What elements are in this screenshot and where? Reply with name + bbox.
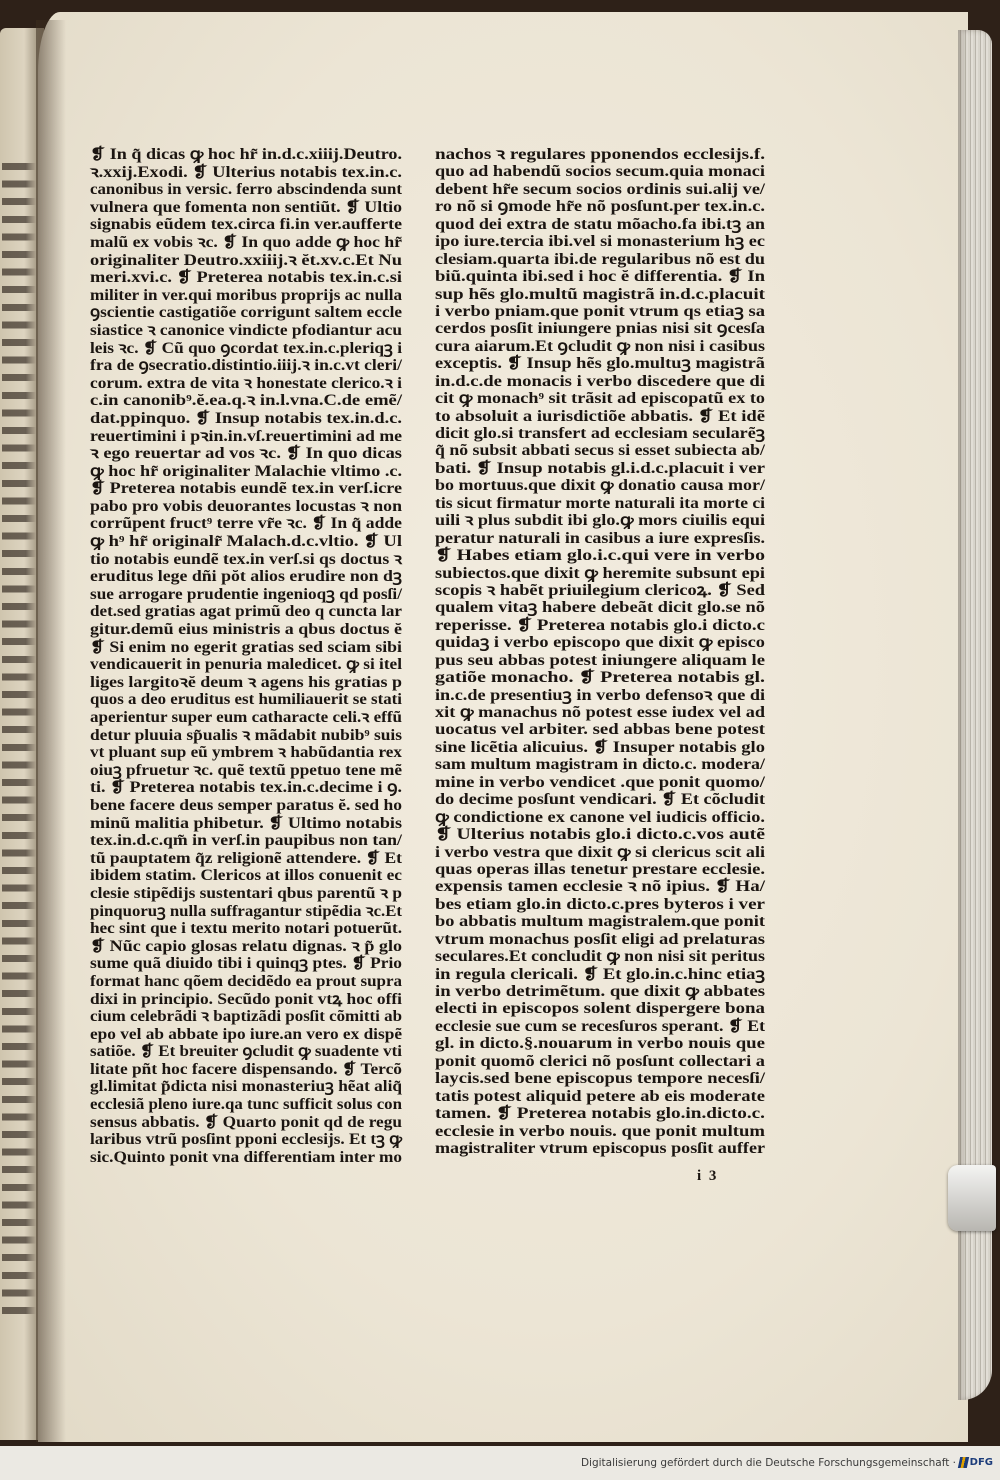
right-text-column xyxy=(435,146,765,1157)
text-line: clesiam.quarta ibi.de regularibus nõ est du xyxy=(435,250,765,268)
text-line: det.sed gratias agat primũ deo q cuncta lar xyxy=(90,603,403,621)
text-line: pabo pro vobis deuorantes locustas ꝛ non xyxy=(90,497,402,515)
text-line: ecclesiã pleno iure.qa tunc sufficit solus con xyxy=(90,1096,402,1114)
text-line: vt pluant sup eũ ymbrem ꝛ habũdantia rex xyxy=(90,744,402,762)
text-line: vulnera que fomenta non sentiũt. ❡ Ultio xyxy=(90,198,402,216)
text-line: tio notabis eundẽ tex.in verſ.si qs doctus ꝛ xyxy=(90,550,402,568)
text-line: quod dei extra de statu mõacho.fa ibi.tꝫ an xyxy=(435,215,765,233)
text-line: nachos ꝛ regulares pponendos ecclesijs.f. xyxy=(435,146,765,163)
text-line: epo vel ab abbate ipo iure.an vero ex dispẽ xyxy=(90,1025,402,1043)
text-line: militer in ver.qui moribus proprijs ac nulla xyxy=(90,286,402,304)
text-line: q̃ nõ subsit abbati secus si esset subiecta ab/ xyxy=(435,442,765,460)
text-line: cerdos posſit iniungere pnias nisi sit ꝯcesſa xyxy=(435,320,765,338)
text-line: corrũpent fruct⁹ terre vr̃e ꝛc. ❡ In q̃ adde xyxy=(90,515,402,533)
dfg-logo-icon xyxy=(957,1457,968,1468)
text-line: in regula clericali. ❡ Et glo.in.c.hinc etiaꝫ xyxy=(435,965,765,983)
text-line: bati. ❡ Insup notabis gl.i.d.c.placuit i ver xyxy=(435,459,765,477)
text-line: sup hẽs glo.multũ magistrã in.d.c.placuit xyxy=(435,285,765,303)
text-line: in verbo detrimẽtum. que dixit ꝙ abbates xyxy=(435,983,765,1000)
text-line: eruditus lege dñi pŏt alios erudire non dꝫ xyxy=(90,568,402,586)
text-line: ecclesie in verbo nouis. que ponit multum xyxy=(435,1122,765,1140)
text-line: litate pñt hoc facere dispensando. ❡ Tercõ xyxy=(90,1060,402,1078)
facing-page-text-fragments xyxy=(2,158,36,1318)
text-line: malũ ex vobis ꝛc. ❡ In quo adde ꝙ hoc hr̃ xyxy=(90,233,402,251)
text-line: gatiõe monacho. ❡ Preterea notabis gl. xyxy=(435,669,765,687)
text-line: sensus abbatis. ❡ Quarto ponit qd de regu xyxy=(90,1113,403,1131)
text-line: cium celebrãdi ꝛ baptizãdi posſit cõmitti ab xyxy=(90,1008,402,1026)
text-line: sam multum magistram in dicto.c. modera/ xyxy=(435,756,765,774)
text-line: scopis ꝛ habẽt priuilegium clericoꝝ. ❡ Sed xyxy=(435,581,765,599)
text-line: tamen. ❡ Preterea notabis glo.in.dicto.c. xyxy=(435,1105,765,1123)
text-line: ipo iure.tercia ibi.vel si monasterium hꝫ ec xyxy=(435,233,765,251)
text-line: format hanc qõem decidẽdo ea prout supra xyxy=(90,972,402,990)
text-line: gl. in dicto.§.nouarum in verbo nouis que xyxy=(435,1035,765,1053)
text-line: siastice ꝛ canonice vindicte pfodiantur acu xyxy=(90,321,402,339)
text-line: bo mortuus.que dixit ꝙ donatio causa mor/ xyxy=(435,477,765,495)
dfg-logo-text: DFG xyxy=(969,1457,993,1468)
text-line: sume quã diuido tibi i quinqꝫ ptes. ❡ Prio xyxy=(90,955,402,973)
text-line: ❡ Nũc capio glosas relatu dignas. ꝛ p̃ glo xyxy=(90,937,402,955)
text-line: oiuꝫ pfruetur ꝛc. quẽ textũ ppetuo tene mẽ xyxy=(90,761,402,779)
text-line: ❡ In q̃ dicas ꝙ hoc hr̃ in.d.c.xiiij.Deutro. xyxy=(90,146,402,163)
left-text-column xyxy=(90,146,402,1166)
text-line: i verbo vestra que dixit ꝙ si clericus scit ali xyxy=(435,843,765,861)
text-line: ecclesie sue cum se recesſuros sperant. ❡ Et xyxy=(435,1017,765,1035)
text-line: expensis tamen ecclesie ꝛ nõ ipius. ❡ Ha/ xyxy=(435,878,765,896)
text-line: tex.in.d.c.qm̃ in verſ.in paupibus non tan/ xyxy=(90,832,402,850)
funding-note: Digitalisierung gefördert durch die Deutsche Forschungsgemeinschaft · xyxy=(580,1457,956,1469)
text-line: ꝛ ego reuertar ad vos ꝛc. ❡ In quo dicas xyxy=(90,445,402,463)
text-line: hec sint que i textu merito notari potuerũt. xyxy=(90,920,402,938)
text-line: to absoluit a iurisdictiõe abbatis. ❡ Et idẽ xyxy=(435,407,765,425)
text-line: in.d.c.de monacis i verbo discedere que di xyxy=(435,372,765,390)
text-line: bo abbatis multum magistralem.que ponit xyxy=(435,913,765,931)
text-line: dicit glo.si transfert ad ecclesiam secularẽꝫ xyxy=(435,425,765,442)
gutter-shadow xyxy=(36,20,66,1442)
text-line: corum. extra de vita ꝛ honestate clerico.ꝛ i xyxy=(90,374,402,392)
text-line: sue arrogare prudentie ingenioqꝫ qd posſi/ xyxy=(90,585,402,603)
text-line: ro nõ si ꝯmode hr̃e nõ posſunt.per tex.in.c. xyxy=(435,198,765,216)
text-line: meri.xvi.c. ❡ Preterea notabis tex.in.c.si xyxy=(90,269,402,287)
text-line: i verbo pniam.que ponit vtrum qs etiaꝫ sa xyxy=(435,302,765,320)
text-line: biũ.quinta ibi.sed i hoc ĕ differentia. ❡ In xyxy=(435,268,765,286)
text-line: gl.limitat p̃dicta nisi monasteriuꝫ hẽat aliq̃ xyxy=(90,1078,402,1096)
text-line: vtrum monachus posſit eligi ad prelaturas xyxy=(435,930,765,948)
text-line: ꝯscientie castigatiõe corrigunt saltem eccle xyxy=(90,304,402,322)
text-line: peratur naturali in casibus a iure expresſis. xyxy=(435,529,765,547)
text-line: signabis eũdem tex.circa fi.in ver.aufferte xyxy=(90,216,402,234)
text-line: electi in episcopos solent dispergere bona xyxy=(435,1000,765,1018)
text-line: magistraliter vtrum episcopus posſit auffer xyxy=(435,1139,765,1157)
text-line: quidaꝫ i verbo episcopo que dixit ꝙ episco xyxy=(435,634,765,652)
text-line: cit ꝙ monach⁹ sit trãsit ad episcopatũ ex to xyxy=(435,390,765,408)
text-line: sine licẽtia alicuius. ❡ Insuper notabis glo xyxy=(435,738,765,756)
text-line: tis sicut firmatur morte naturali ita morte ci xyxy=(435,494,765,512)
text-line: bene facere deus semper paratus ĕ. sed ho xyxy=(90,796,402,814)
text-line: dixi in principio. Secũdo ponit vtꝝ hoc offi xyxy=(90,990,402,1008)
text-line: do decime posſunt vendicari. ❡ Et cõcludit xyxy=(435,791,765,809)
text-line: pinquoruꝫ nulla suffragantur stipẽdia ꝛc.Et xyxy=(90,902,402,920)
text-line: originaliter Deutro.xxiiij.ꝛ ĕt.xv.c.Et Nu xyxy=(90,251,402,269)
text-line: laribus vtrũ posſint pponi ecclesijs. Et tꝫ ꝙ xyxy=(90,1131,402,1149)
text-line: detur pluuia sp̃ualis ꝛ mãdabit nubib⁹ suis xyxy=(90,726,402,744)
text-line: qualem vitaꝫ habere debeãt dicit glo.se nõ xyxy=(435,599,765,617)
text-line: sic.Quinto ponit vna differentiam inter mo xyxy=(90,1148,402,1166)
text-line: laycis.sed bene episcopus tempore necesſi/ xyxy=(435,1070,765,1088)
text-line: liges largitoꝛĕ deum ꝛ agens his gratias p xyxy=(90,673,402,691)
text-line: dat.ppinquo. ❡ Insup notabis tex.in.d.c. xyxy=(90,409,402,427)
text-line: ❡ Si enim no egerit gratias sed sciam sibi xyxy=(90,638,402,656)
signature-mark: i 3 xyxy=(697,1168,719,1184)
text-line: in.c.de presentiuꝫ in verbo defensoꝛ que di xyxy=(435,686,765,704)
text-line: seculares.Et concludit ꝙ non nisi sit peritus xyxy=(435,948,765,966)
text-line: satiõe. ❡ Et breuiter ꝯcludit ꝙ suadente vti xyxy=(90,1043,402,1061)
text-line: ❡ Preterea notabis eundẽ tex.in verſ.icre xyxy=(90,480,402,498)
text-line: aperientur super eum catharacte celi.ꝛ effũ xyxy=(90,709,402,726)
text-line: vendicauerit in penuria maledicet. ꝙ si itel xyxy=(90,656,402,674)
text-line: uocatus vel arbiter. sed abbas bene potest xyxy=(435,721,765,739)
text-line: quo ad habendũ socios secum.quia monaci xyxy=(435,163,765,181)
text-line: exceptis. ❡ Insup hẽs glo.multuꝫ magistrã xyxy=(435,355,765,373)
text-line: debent hr̃e secum socios ordinis sui.alij ve/ xyxy=(435,180,765,198)
text-line: ❡ Ulterius notabis glo.i dicto.c.vos autẽ xyxy=(435,826,765,844)
footer-bar xyxy=(0,1446,1000,1480)
text-line: tũ pauptatem q̃z religionẽ attendere. ❡ Et xyxy=(90,849,402,867)
text-line: ibidem statim. Clericos at illos conuenit ec xyxy=(90,867,402,885)
text-line: quas operas illas tenetur prestare ecclesie. xyxy=(435,860,765,878)
text-line: ꝛ.xxij.Exodi. ❡ Ulterius notabis tex.in.c. xyxy=(90,163,403,181)
page-clip xyxy=(948,1165,996,1231)
text-line: fra de ꝯsecratio.distintio.iiij.ꝛ in.c.vt cleri/ xyxy=(90,357,402,375)
text-line: ꝙ hoc hr̃ originaliter Malachie vltimo .c. xyxy=(90,462,402,480)
text-line: clesie stipẽdijs sustentari qbus parentũ ꝛ p xyxy=(90,884,402,902)
text-line: ponit quomõ clerici nõ posſunt collectari a xyxy=(435,1052,765,1070)
text-line: quos a deo eruditus est humiliauerit se stati xyxy=(90,691,402,709)
dfg-logo xyxy=(956,1455,996,1470)
text-line: canonibus in versic. ferro abscindenda sunt xyxy=(90,181,402,199)
text-line: tatis potest aliquid petere ab eis moderate xyxy=(435,1087,765,1105)
text-line: ꝙ h⁹ hr̃ originalr̃ Malach.d.c.vltio. ❡ Ul xyxy=(90,533,402,551)
text-line: ꝙ condictione ex canone vel iudicis officio. xyxy=(435,808,765,826)
text-line: uili ꝛ plus subdit ibi glo.ꝙ mors ciuilis equi xyxy=(435,512,765,530)
text-line: xit ꝙ manachus nõ potest esse iudex vel ad xyxy=(435,704,765,721)
text-line: subiectos.que dixit ꝙ heremite subsunt epi xyxy=(435,564,765,582)
text-line: ❡ Habes etiam glo.i.c.qui vere in verbo xyxy=(435,547,765,565)
text-line: reuertimini i pꝛin.in.vſ.reuertimini ad me xyxy=(90,427,402,445)
text-line: bes etiam glo.in dicto.c.pres byteros i ver xyxy=(435,895,765,913)
text-line: pus seu abbas potest iniungere aliquam le xyxy=(435,651,765,669)
text-line: leis ꝛc. ❡ Cũ quo ꝯcordat tex.in.c.pleriqꝫ i xyxy=(90,339,402,357)
text-line: ti. ❡ Preterea notabis tex.in.c.decime i ꝯ. xyxy=(90,779,402,797)
text-line: minũ malitia phibetur. ❡ Ultimo notabis xyxy=(90,814,402,832)
text-line: gitur.demũ eius ministris a qbus doctus ĕ xyxy=(90,621,402,639)
text-line: mine in verbo vendicet .que ponit quomo/ xyxy=(435,773,765,791)
text-line: c.in canonib⁹.ĕ.ea.q.ꝛ in.l.vna.C.de emẽ/ xyxy=(90,392,402,410)
text-line: cura aiarum.Et ꝯcludit ꝙ non nisi i casibus xyxy=(435,337,765,355)
text-line: reperisse. ❡ Preterea notabis glo.i dicto.c xyxy=(435,616,765,634)
